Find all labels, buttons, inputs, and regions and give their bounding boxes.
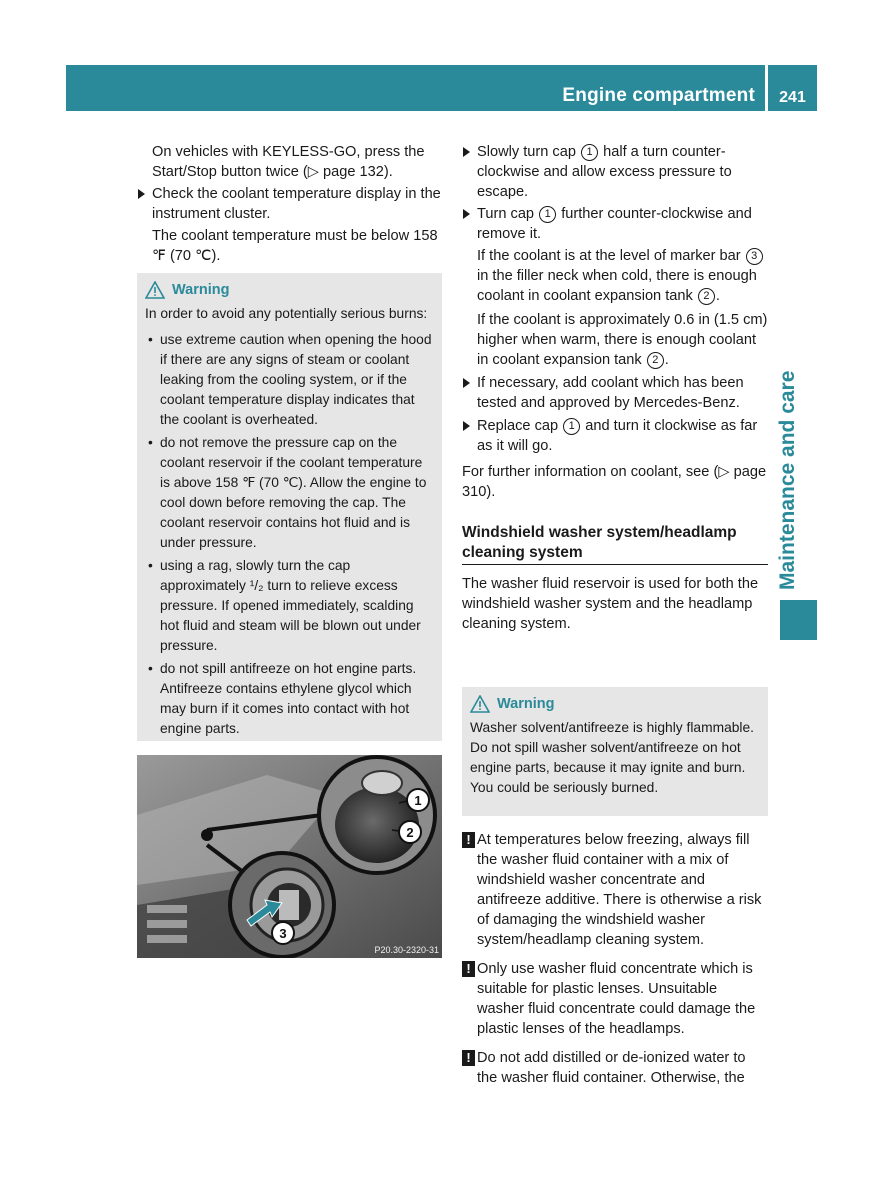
warning-item: • do not spill antifreeze on hot engine parts. Antifreeze contains ethylene glycol which may burn if it comes into contact with hot engine parts. xyxy=(145,659,434,739)
coolant-level-warm: If the coolant is approximately 0.6 in (1.5 cm) higher when warm, there is enough coolant in coolant expansion tank 2 . xyxy=(477,312,768,368)
warning-title: Warning xyxy=(172,282,230,298)
warning-intro: In order to avoid any potentially serious burns: xyxy=(145,306,428,321)
left-column xyxy=(137,142,442,268)
step-text: Replace cap xyxy=(477,418,559,434)
warning-text: Washer solvent/antifreeze is highly flammable. Do not spill washer solvent/antifreeze on hot engine parts, because it may ignite and burn. You could be seriously burned. xyxy=(470,720,754,795)
note-text: Only use washer fluid concentrate which is suitable for plastic lenses. Unsuitable washer fluid concentrate could damage the plastic lenses of the headlamps. xyxy=(477,961,756,1037)
step-text: Slowly turn cap xyxy=(477,144,576,160)
callout-ref-2: 2 xyxy=(698,288,715,305)
callout-ref-1: 1 xyxy=(581,144,598,161)
callout-ref-3: 3 xyxy=(746,248,763,265)
step-text: half a turn counter-clockwise and allow excess pressure to escape. xyxy=(477,144,732,200)
callout-2: 2 xyxy=(406,825,414,840)
right-column xyxy=(462,142,768,636)
warning-header xyxy=(145,281,434,299)
warning-triangle-icon xyxy=(470,695,490,713)
callout-ref-1: 1 xyxy=(563,418,580,435)
warning-item: • use extreme caution when opening the hood if there are any signs of steam or coolant leaking from the cooling system, or if the coolant temperature display indicates that the coolant is overheated. xyxy=(145,330,434,430)
step-replace-cap xyxy=(462,416,768,456)
warning-triangle-icon xyxy=(145,281,165,299)
callout-ref-1: 1 xyxy=(539,206,556,223)
warning-header xyxy=(470,695,760,713)
step-slowly-turn-cap xyxy=(462,142,768,202)
section-title: Engine compartment xyxy=(562,85,755,106)
exclamation-icon: ! xyxy=(462,1050,475,1066)
coolant-level-cold: If the coolant is at the level of marker bar 3 in the filler neck when cold, there is enough coolant in coolant expansion tank 2 . xyxy=(462,246,768,306)
step-check-temp: Check the coolant temperature display in the instrument cluster. xyxy=(137,184,442,224)
note-distilled-water xyxy=(462,1048,768,1088)
exclamation-icon: ! xyxy=(462,961,475,977)
header-bar xyxy=(66,65,765,111)
note-freezing xyxy=(462,830,768,950)
warning-item: • using a rag, slowly turn the cap approximately ¹/₂ turn to relieve excess pressure. If opened immediately, scalding hot fluid and steam will be blown out under pressure. xyxy=(145,556,434,656)
washer-intro: The washer fluid reservoir is used for both the windshield washer system and the headlamp cleaning system. xyxy=(462,576,759,632)
warning-box-left xyxy=(137,273,442,741)
callout-3: 3 xyxy=(279,926,287,941)
coolant-tank-photo xyxy=(137,755,442,958)
page-number-box xyxy=(768,65,817,111)
image-code: P20.30-2320-31 xyxy=(374,945,439,955)
engine-compartment-illustration xyxy=(137,755,442,958)
exclamation-icon: ! xyxy=(462,832,475,848)
section-heading xyxy=(462,523,768,565)
side-tab-label: Maintenance and care xyxy=(776,370,799,590)
warning-box-right xyxy=(462,687,768,816)
note-plastic-lenses xyxy=(462,959,768,1039)
step-text: Turn cap xyxy=(477,206,535,222)
step-add-coolant: If necessary, add coolant which has been tested and approved by Mercedes-Benz. xyxy=(462,373,768,413)
warning-item: • do not remove the pressure cap on the coolant reservoir if the coolant temperature is above 158 ℉ (70 ℃). Allow the engine to cool down before removing the cap. The coolant reservoir contains hot fluid and is under pressure. xyxy=(145,433,434,553)
note-text: Do not add distilled or de-ionized water to the washer fluid container. Otherwise, the xyxy=(477,1050,746,1086)
step-text: in the filler neck when cold, there is enough coolant in coolant expansion tank xyxy=(477,268,757,304)
keyless-go-text: On vehicles with KEYLESS-GO, press the Start/Stop button twice (▷ page 132). xyxy=(152,144,425,180)
step-text: further counter-clockwise and remove it. xyxy=(477,206,752,242)
page-number: 241 xyxy=(779,89,806,106)
step-turn-cap-further xyxy=(462,204,768,244)
callout-ref-2: 2 xyxy=(647,352,664,369)
heading-text: Windshield washer system/headlamp cleaning system xyxy=(462,523,768,565)
step-text: If the coolant is at the level of marker bar xyxy=(477,248,741,264)
note-text: At temperatures below freezing, always fill the washer fluid container with a mix of windshield washer concentrate and antifreeze additive. There is otherwise a risk of damaging the windshield washer system/headlamp cleaning system. xyxy=(477,832,762,948)
callout-1: 1 xyxy=(414,793,422,808)
further-info: For further information on coolant, see (▷ page 310). xyxy=(462,464,767,500)
notes-column xyxy=(462,830,768,1090)
step-text: and turn it clockwise as far as it will go. xyxy=(477,418,758,454)
step-text: If the coolant is approximately 0.6 in (1.5 cm) higher when warm, there is enough coolant in coolant expansion tank xyxy=(477,312,768,368)
warning-title: Warning xyxy=(497,696,555,712)
side-tab-marker xyxy=(780,600,817,640)
step-check-temp-note: The coolant temperature must be below 158 ℉ (70 ℃). xyxy=(152,228,438,264)
